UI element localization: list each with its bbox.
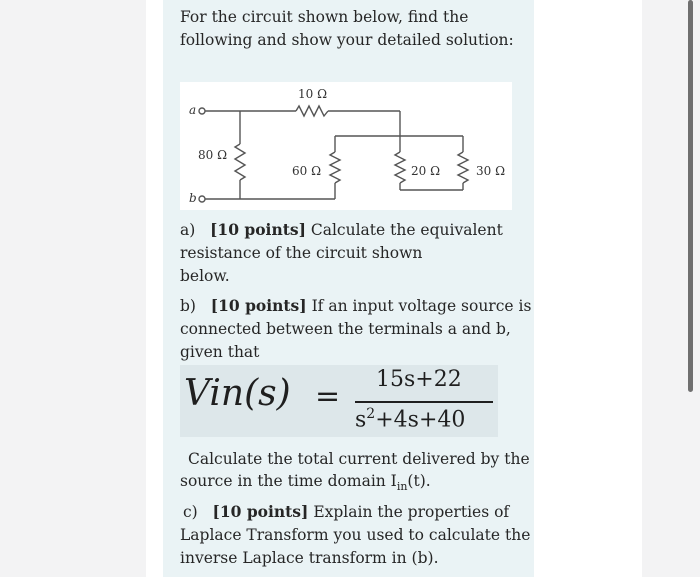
den-exponent: 2 xyxy=(366,406,376,422)
part-a-line-2: resistance of the circuit shown xyxy=(180,244,423,262)
den-s: s xyxy=(355,407,367,433)
r2-label: 60 Ω xyxy=(292,164,322,178)
task-text: source in the time domain I xyxy=(180,472,397,490)
r1-label: 80 Ω xyxy=(198,148,228,162)
part-a-line-1 xyxy=(180,219,503,242)
r3-label: 20 Ω xyxy=(411,164,441,178)
formula-equals: = xyxy=(315,379,341,414)
den-rest: +4s+40 xyxy=(375,407,466,433)
part-c-line-1 xyxy=(183,501,509,524)
part-c-line-3: inverse Laplace transform in (b). xyxy=(180,549,439,567)
part-a-points: [10 points] xyxy=(210,220,306,239)
part-b-line-2: connected between the terminals a and b, xyxy=(180,320,511,338)
r4-label: 30 Ω xyxy=(476,164,506,178)
terminal-b-label: b xyxy=(189,191,197,205)
part-c-points: [10 points] xyxy=(212,502,309,521)
resistor-20 xyxy=(395,152,405,183)
part-b-task-line-1: Calculate the total current delivered by the xyxy=(188,450,530,468)
part-b-task-line-2 xyxy=(180,470,431,499)
part-b-line-3: given that xyxy=(180,343,260,361)
terminal-a-label: a xyxy=(189,103,197,117)
task-subscript: in xyxy=(396,480,408,494)
resistor-10 xyxy=(296,106,328,116)
part-a-label: a) xyxy=(180,221,196,239)
part-a-line-3: below. xyxy=(180,267,230,285)
fraction-bar xyxy=(355,401,493,403)
task-text-end: (t). xyxy=(407,472,431,490)
intro-line-1: For the circuit shown below, find the xyxy=(180,8,469,26)
part-c-label: c) xyxy=(183,503,198,521)
resistor-60 xyxy=(330,152,340,183)
terminal-b-node xyxy=(199,196,205,202)
circuit-schematic xyxy=(180,82,512,210)
formula-lhs: Vin(s) xyxy=(184,373,291,414)
part-b-points: [10 points] xyxy=(210,296,307,315)
formula-denominator xyxy=(355,406,465,432)
terminal-a-node xyxy=(199,108,205,114)
resistor-80 xyxy=(235,144,245,180)
scrollbar[interactable] xyxy=(688,0,693,392)
resistor-30 xyxy=(458,152,468,183)
part-b-label: b) xyxy=(180,297,196,315)
part-a-text-1: Calculate the equivalent xyxy=(310,221,503,239)
intro-line-2: following and show your detailed solution: xyxy=(180,31,514,49)
vin-formula xyxy=(180,365,498,437)
part-b-text-1: If an input voltage source is xyxy=(311,297,532,315)
formula-numerator: 15s+22 xyxy=(376,367,462,392)
part-c-line-2: Laplace Transform you used to calculate the xyxy=(180,526,531,544)
r-series-label: 10 Ω xyxy=(298,87,328,101)
part-c-text-1: Explain the properties of xyxy=(313,503,510,521)
part-b-line-1 xyxy=(180,295,531,318)
circuit-diagram xyxy=(180,82,512,210)
